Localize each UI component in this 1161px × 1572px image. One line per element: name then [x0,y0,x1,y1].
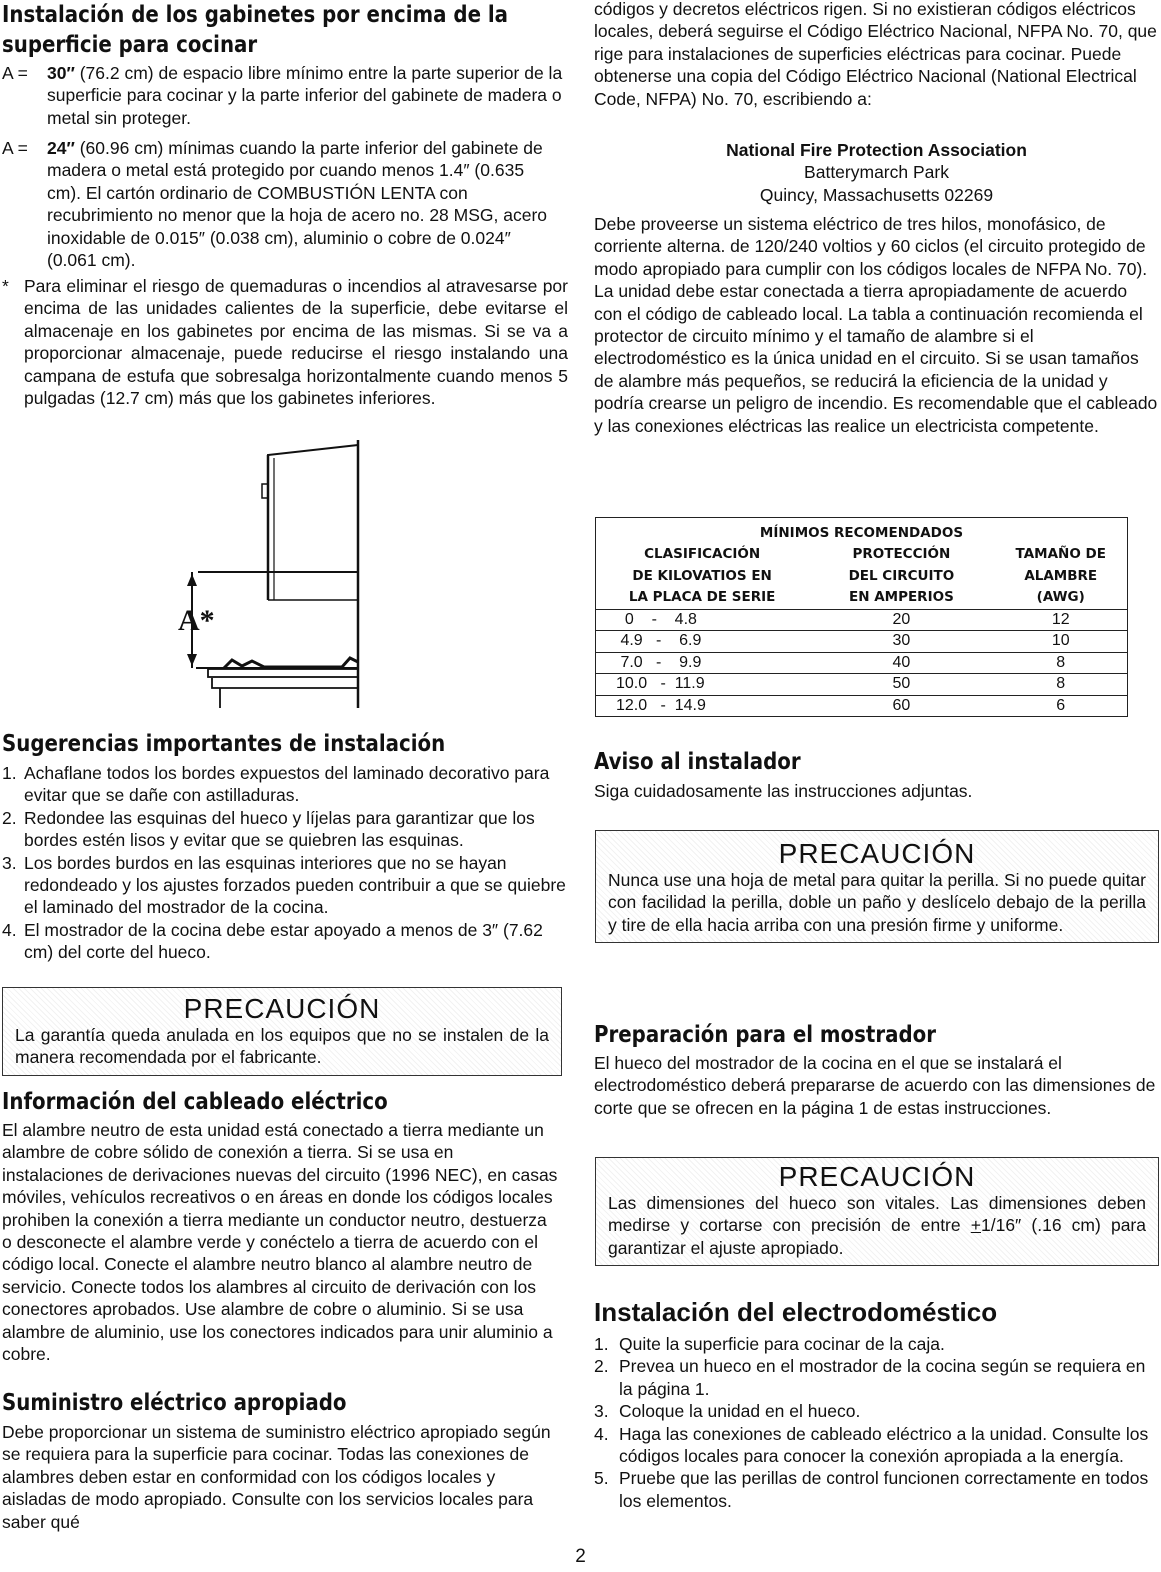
a30-text [47,62,568,129]
cabinet-clearance-a30 [2,62,568,129]
list-item [594,1467,1159,1512]
table-row [596,609,1128,631]
recommended-minimums-table [595,517,1128,717]
cell-kw: 0 - 4.8 [596,609,809,631]
cell-kw: 12.0 - 14.9 [596,695,809,717]
arrow-up [187,574,197,586]
cabinet-clearance-diagram [172,440,372,715]
a24-text [47,137,568,271]
list-text: Coloque la unidad en el hueco. [619,1401,861,1422]
cell-awg: 12 [994,609,1127,631]
a30-label: A = [2,63,28,83]
caution-text: La garantía queda anulada en los equipos que no se instalen de la manera recomendada por el fabricante. [15,1025,549,1068]
header-line: CLASIFICACIÓN [644,546,761,562]
caution-knob-box [595,830,1159,943]
list-item [594,1423,1159,1468]
nfpa-address [594,139,1159,206]
cell-amps: 30 [808,631,994,653]
list-item [2,762,568,807]
table-title: MÍNIMOS RECOMENDADOS [759,525,964,541]
countertop-edge [212,678,358,688]
installer-text: Siga cuidadosamente las instrucciones adjuntas. [594,781,973,801]
list-item [2,852,568,919]
list-number: 1. [594,1334,609,1354]
cabinet-top [268,445,358,462]
countertop [208,669,358,677]
column-header-awg [994,544,1127,609]
table-row [596,695,1128,717]
installer-heading: Aviso al instalador [594,749,801,775]
note-text: Para eliminar el riesgo de quemaduras o incendios al atravesarse por encima de las unidades calientes de la superficie, debe evitarse el almacenaje en los gabinetes por encima de las mismas. Si se va a proporcionar almacenaje, puede reducirse el riesgo instalando una campana de estufa que sobresalga horizontalmente cuando menos 5 pulgadas (12.7 cm) más que los gabinetes inferiores. [24,276,568,409]
cell-amps: 60 [808,695,994,717]
caution-warranty-box [2,987,562,1076]
install-list [594,1333,1159,1512]
cell-amps: 20 [808,609,994,631]
cabinet-clearance-a24 [2,137,568,271]
cell-awg: 10 [994,631,1127,653]
list-text: Achaflane todos los bordes expuestos del laminado decorativo para evitar que se dañe con astilladuras. [24,763,550,806]
header-line: TAMAÑO DE [1015,546,1106,562]
plus-minus: + [970,1215,981,1236]
list-number: 3. [2,852,17,873]
list-text: Haga las conexiones de cableado eléctrico a la unidad. Consulte los códigos locales para conocer la conexión apropiada a la energía. [619,1423,1149,1467]
arrow-down [187,654,197,666]
install-heading: Instalación del electrodoméstico [594,1297,998,1327]
page-number: 2 [575,1546,586,1567]
caution-title: PRECAUCIÓN [778,838,976,869]
list-item [2,919,568,964]
supply-text: Debe proporcionar un sistema de suministro eléctrico apropiado según se requiera para la superficie para cocinar. Todas las conexiones de alambres deben estar en conformidad con los códigos locales y aisladas de modo apropiado. Consulte con los servicios locales para saber qué [2,1422,551,1532]
list-text: Los bordes burdos en las esquinas interiores que no se hayan redondeado y los ajustes forzados pueden contribuir a que se quiebre el laminado del mostrador de la cocina. [24,852,566,918]
a30-description: (76.2 cm) de espacio libre mínimo entre la parte superior de la superficie para cocinar y la parte inferior del gabinete de madera o metal sin proteger. [47,63,563,128]
header-line: (AWG) [1036,589,1085,605]
header-line: DEL CIRCUITO [848,567,955,584]
caution-text [608,1192,1146,1259]
caution-title: PRECAUCIÓN [183,993,381,1024]
list-text: El mostrador de la cocina debe estar apoyado a menos de 3″ (7.62 cm) del corte del hueco. [24,919,543,963]
table-row [596,674,1128,696]
a24-label: A = [2,138,28,158]
note-mark: * [2,276,9,296]
list-item [2,807,568,852]
a30-value: 30″ [47,63,75,83]
list-text: Redondee las esquinas del hueco y líjelas para garantizar que los bordes estén lisos y evitar que se quiebren las esquinas. [24,807,535,851]
list-item [594,1400,1159,1422]
cell-kw: 4.9 - 6.9 [596,631,809,653]
address-line2: Quincy, Massachusetts 02269 [759,184,994,205]
caution-text-b: 1/16″ (.16 cm) para garantizar el ajuste apropiado. [608,1215,1146,1258]
cabinets-heading-line1: Instalación de los gabinetes por encima de la [2,2,509,28]
list-text: Prevea un hueco en el mostrador de la cocina según se requiera en la página 1. [619,1356,1146,1399]
counter-text: El hueco del mostrador de la cocina en el que se instalará el electrodoméstico deberá prepararse de acuerdo con las dimensiones de corte que se ofrecen en la página 1 de estas instrucciones. [594,1053,1156,1118]
caution-title: PRECAUCIÓN [778,1161,976,1192]
tips-heading: Sugerencias importantes de instalación [2,731,446,757]
list-number: 2. [2,807,17,828]
cell-awg: 6 [994,695,1127,717]
table-row [596,652,1128,674]
tips-list [2,762,568,964]
list-item [594,1355,1159,1400]
storage-note [2,275,568,409]
list-number: 5. [594,1468,609,1489]
caution-text: Nunca use una hoja de metal para quitar la perilla. Si no puede quitar con facilidad la perilla, doble un paño y deslícelo debajo de la perilla y tire de ella hacia arriba con una presión firme y uniforme. [608,870,1146,935]
column-header-kw [596,544,809,609]
header-line: ALAMBRE [1024,567,1098,584]
column-header-amps [808,544,994,609]
a24-description: (60.96 cm) mínimas cuando la parte inferior del gabinete de madera o metal está protegido por cuando menos 1.4″ (0.635 cm). El cartón ordinario de COMBUSTIÓN LENTA con recubrimiento no menor que la hoja de acero no. 28 MSG, acero inoxidable de 0.015″ (0.038 cm), aluminio o cobre de 0.024″ (0.061 cm). [47,138,548,271]
cell-kw: 7.0 - 9.9 [596,652,809,674]
table-row [596,631,1128,653]
cell-awg: 8 [994,674,1127,696]
list-number: 2. [594,1356,609,1377]
header-line: LA PLACA DE SERIE [628,589,776,605]
list-number: 4. [594,1423,609,1444]
a24-value: 24″ [47,138,75,158]
address-name: National Fire Protection Association [726,140,1027,160]
list-text: Quite la superficie para cocinar de la caja. [619,1334,945,1354]
dimension-label: A* [178,604,215,637]
list-text: Pruebe que las perillas de control funcionen correctamente en todos los elementos. [619,1468,1149,1511]
cell-awg: 8 [994,652,1127,674]
header-line: DE KILOVATIOS EN [632,567,772,584]
cooktop-burners [224,658,358,668]
counter-heading: Preparación para el mostrador [594,1022,936,1048]
wiring-heading: Información del cableado eléctrico [2,1089,388,1115]
address-line1: Batterymarch Park [804,162,949,183]
cell-amps: 50 [808,674,994,696]
list-number: 4. [2,919,17,940]
header-line: PROTECCIÓN [852,546,951,562]
caution-text-a: Las dimensiones del hueco son vitales. Las dimensiones deben medirse y cortarse con precisión de entre [608,1193,1146,1236]
power-text: Debe proveerse un sistema eléctrico de tres hilos, monofásico, de corriente alterna. de 120/240 voltios y 60 ciclos (el circuito protegido de modo apropiado para cumplir con los códigos locales de NFPA No. 70). La unidad debe estar conectada a tierra apropiadamente de acuerdo con el código de cableado local. La tabla a continuación recomienda el protector de circuito mínimo y el tamaño de alambre si el electrodoméstico es la única unidad en el circuito. Si se usan tamaños de alambre más pequeños, se reducirá la eficiencia de la unidad y podría crearse un peligro de incendio. Es recomendable que el cableado y las conexiones eléctricas las realice un electricista competente. [594,214,1158,436]
list-number: 1. [2,763,17,783]
list-number: 3. [594,1401,609,1422]
cell-amps: 40 [808,652,994,674]
list-item [594,1333,1159,1355]
codes-text: códigos y decretos eléctricos rigen. Si no existieran códigos eléctricos locales, deberá seguirse el Código Eléctrico Nacional, NFPA No. 70, que rige para instalaciones de superficies eléctricas para cocinar. Puede obtenerse una copia del Código Eléctrico Nacional (National Electrical Code, NFPA) No. 70, escribiendo a: [594,0,1157,109]
cell-kw: 10.0 - 11.9 [596,674,809,696]
header-line: EN AMPERIOS [848,589,954,605]
supply-heading: Suministro eléctrico apropiado [2,1390,347,1416]
wiring-text: El alambre neutro de esta unidad está conectado a tierra mediante un alambre de cobre sólido de conexión a tierra. Si se usa en instalaciones de derivaciones nuevas del circuito (1996 NEC), en casas móviles, vehículos recreativos o en áreas en donde los códigos locales prohiben la conexión a tierra mediante un conductor neutro, destuerza o desconecte el alambre verde y conéctelo a tierra de acuerdo con el código local. Conecte el alambre neutro blanco al alambre neutro de servicio. Conecte todos los alambres al circuito de derivación con los conectores aprobados. Use alambre de cobre o aluminio. Si se usa alambre de aluminio, use los conectores indicados para unir aluminio a cobre. [2,1120,558,1365]
cabinets-heading [2,0,509,60]
caution-dimensions-box [595,1157,1159,1266]
cabinets-heading-line2: superficie para cocinar [2,32,258,58]
